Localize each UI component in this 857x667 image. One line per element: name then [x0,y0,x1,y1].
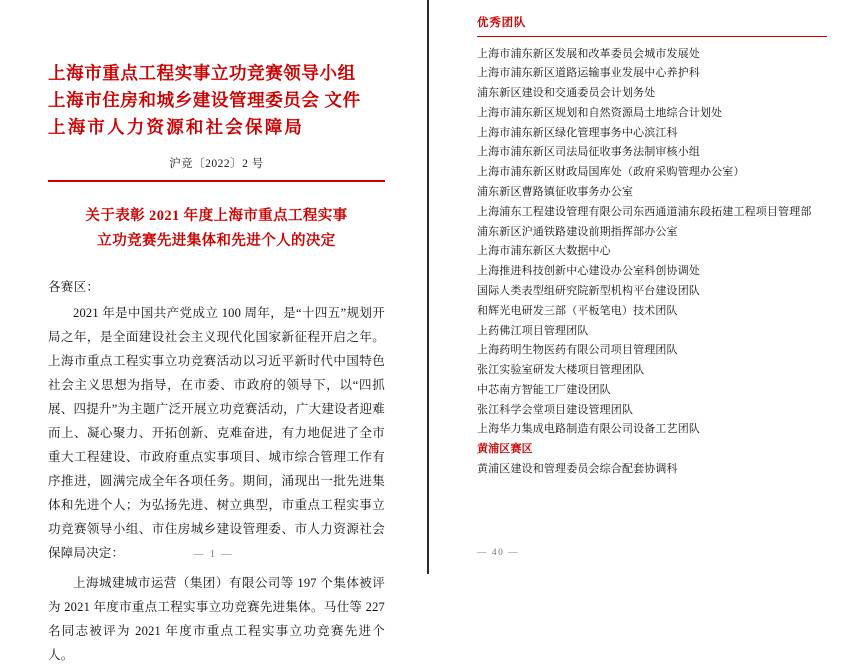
list-item: 浦东新区沪通铁路建设前期指挥部办公室 [477,225,678,238]
list-item: 上海推进科技创新中心建设办公室科创协调处 [477,265,700,278]
list-item: 浦东新区建设和交通委员会计划务处 [477,87,656,100]
header-red-rule [48,180,385,182]
list-item: 上海华力集成电路制造有限公司设备工艺团队 [477,423,700,436]
header-line-2: 上海市住房和城乡建设管理委员会 文件 [48,90,361,111]
header-line-3: 上海市人力资源和社会保障局 [48,117,305,138]
body-paragraph-2: 上海城建城市运营（集团）有限公司等 197 个集体被评为 2021 年度市重点工程实事立功竞赛先进集体。马仕等 227 名同志被评为 2021 年度市重点工程实事立功竞赛先进个人。 [48,575,385,662]
list-item: 上海浦东工程建设管理有限公司东西通道浦东段拓建工程项目管理部 [477,205,812,218]
body-paragraph-1: 2021 年是中国共产党成立 100 周年，是“十四五”规划开局之年，是全面建设社会主义现代化国家新征程开启之年。上海市重点工程实事立功竞赛活动以习近平新时代中国特色社会主义思想为指导，在市委、市政府的领导下，以“四抓展、四提升”为主题广泛开展立功竞赛活动，广大建设者迎难而上、凝心聚力、开拓创新、克难奋进，有力地促进了全市重大工程建设、市政府重点实事项目、城市综合管理工作有序推进，圆满完成全年各项任务。期间，涌现出一批先进集体和先进个人；为弘扬先进、树立典型，市重点工程实事立功竞赛领导小组、市住房城乡建设管理委、市人力资源社会保障局决定： [48,305,385,560]
list-item: 张江实验室研发大楼项目管理团队 [477,364,645,377]
award-list [477,44,827,479]
list-item: 上海市浦东新区大数据中心 [477,245,611,258]
list-item: 浦东新区曹路镇征收事务办公室 [477,186,634,199]
page-title [48,204,385,255]
title-line-2: 立功竞赛先进集体和先进个人的决定 [97,233,336,250]
list-item: 上海药明生物医药有限公司项目管理团队 [477,344,678,357]
column-heading: 优秀团队 [477,17,527,29]
list-item: 上海市浦东新区司法局征收事务法制审核小组 [477,146,700,159]
list-item: 黄浦区建设和管理委员会综合配套协调科 [477,462,678,475]
list-item: 上海市浦东新区绿化管理事务中心滨江科 [477,126,678,139]
salutation: 各赛区： [48,279,100,294]
document-header [48,60,385,141]
list-section-heading: 黄浦区赛区 [477,443,533,456]
left-page [0,0,427,662]
document-number: 沪竞〔2022〕2 号 [169,158,264,171]
column-red-rule [477,36,827,37]
list-item: 上海市浦东新区规划和自然资源局土地综合计划处 [477,106,723,119]
right-page-number: — 40 — [477,548,520,558]
right-page [429,0,857,574]
list-item: 上海市浦东新区道路运输事业发展中心养护科 [477,67,700,80]
list-item: 国际人类表型组研究院新型机构平台建设团队 [477,284,700,297]
list-item: 上海市浦东新区财政局国库处（政府采购管理办公室） [477,166,745,179]
list-item: 和辉光电研发三部（平板笔电）技术团队 [477,304,678,317]
header-line-1: 上海市重点工程实事立功竞赛领导小组 [48,63,356,83]
list-item: 上海市浦东新区发展和改革委员会城市发展处 [477,47,700,60]
list-item: 张江科学会堂项目建设管理团队 [477,403,634,416]
list-item: 上药佛江项目管理团队 [477,324,589,337]
title-line-1: 关于表彰 2021 年度上海市重点工程实事 [85,207,348,224]
left-page-number: — 1 — [193,549,234,560]
list-item: 中芯南方智能工厂建设团队 [477,383,611,396]
